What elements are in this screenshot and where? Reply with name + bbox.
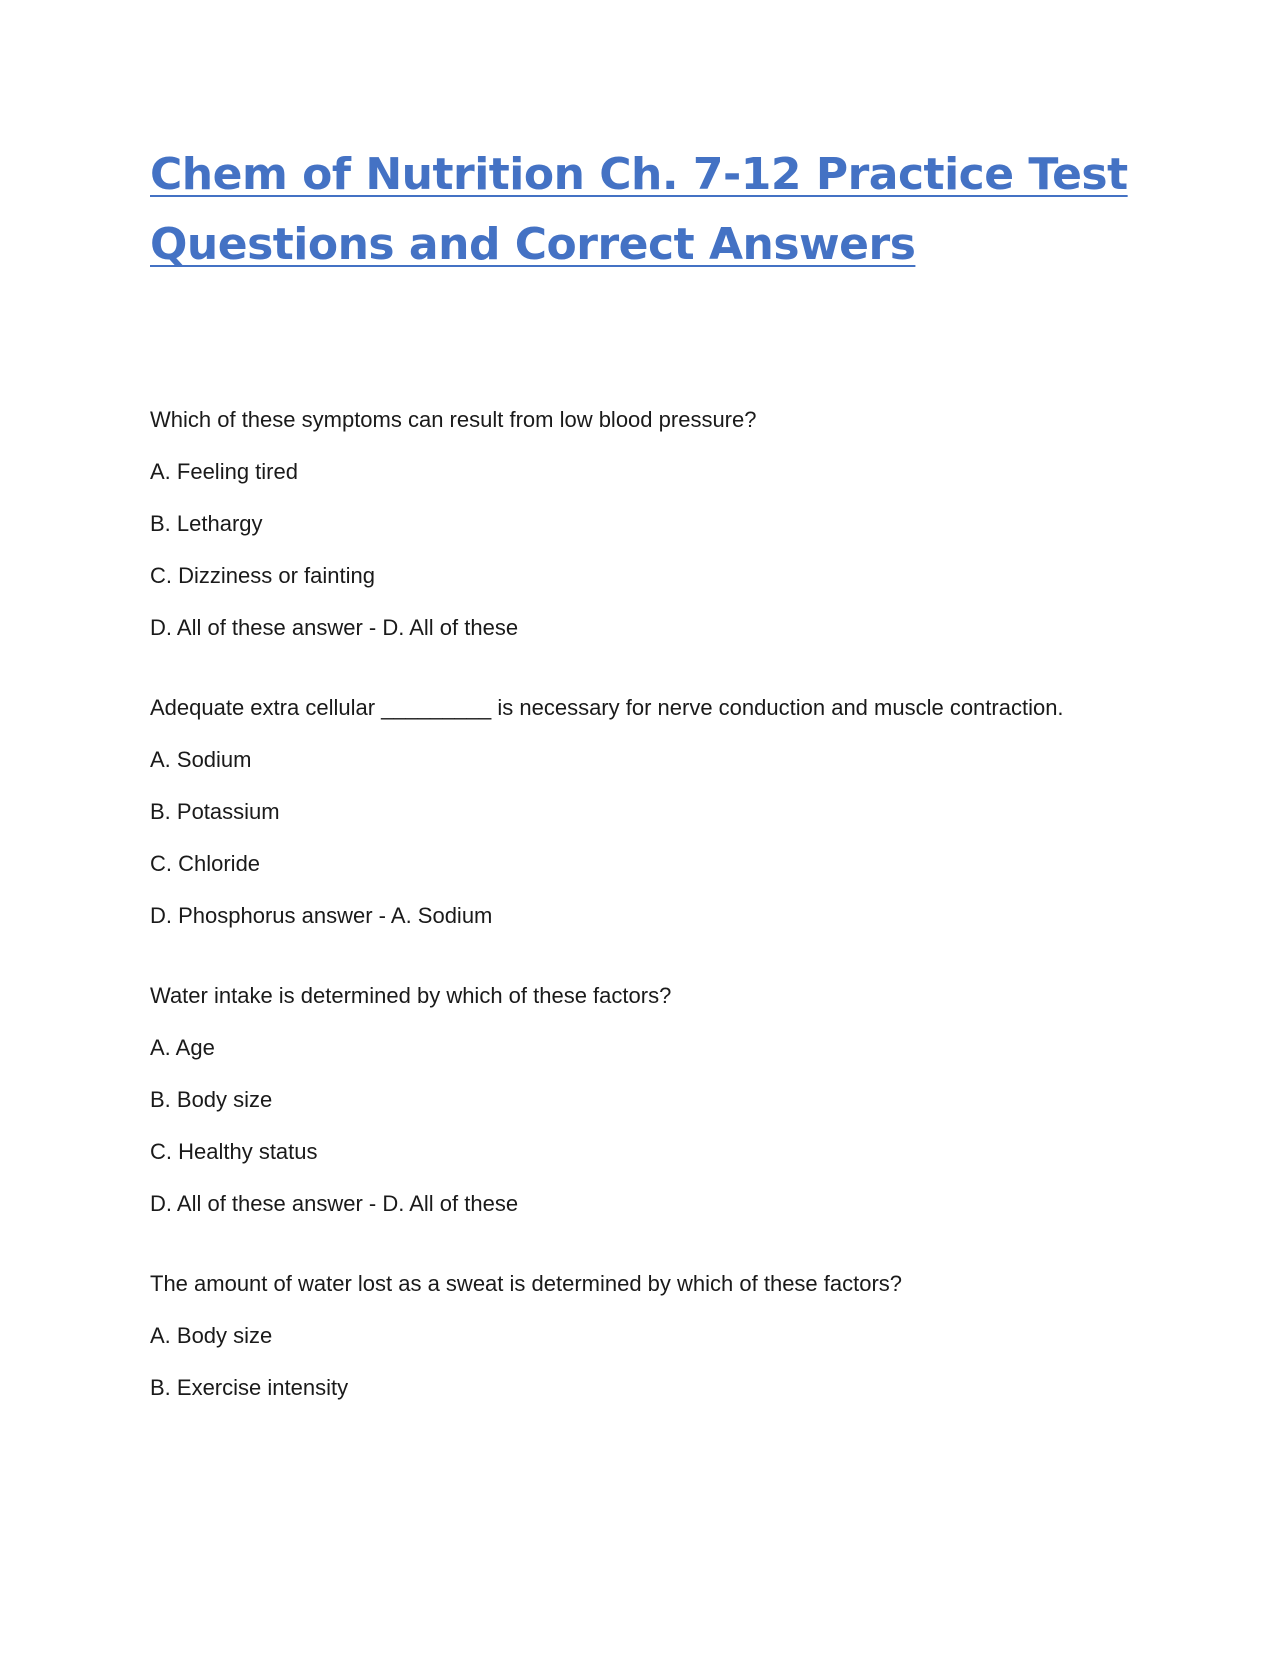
question-text: Adequate extra cellular _________ is necessary for nerve conduction and muscle contraction. (150, 695, 1064, 720)
answer-option: C. Dizziness or fainting (150, 563, 375, 588)
answer-option-with-answer: D. All of these answer - D. All of these (150, 1191, 519, 1216)
answer-option: B. Lethargy (150, 511, 263, 536)
title-line-1: Chem of Nutrition Ch. 7-12 Practice Test (150, 149, 1128, 200)
question-block-2 (150, 694, 1150, 930)
answer-option-with-answer: D. Phosphorus answer - A. Sodium (150, 903, 493, 928)
answer-option: C. Healthy status (150, 1139, 318, 1164)
answer-option: C. Chloride (150, 851, 261, 876)
answer-option: A. Age (150, 1035, 215, 1060)
question-list (150, 406, 1150, 1402)
answer-option: B. Body size (150, 1087, 273, 1112)
question-text: Which of these symptoms can result from low blood pressure? (150, 407, 757, 432)
answer-option: B. Exercise intensity (150, 1375, 349, 1400)
question-block-1 (150, 406, 1150, 642)
answer-option-with-answer: D. All of these answer - D. All of these (150, 615, 519, 640)
answer-option: A. Body size (150, 1323, 273, 1348)
question-block-3 (150, 982, 1150, 1218)
answer-option: A. Sodium (150, 747, 252, 772)
question-block-4 (150, 1270, 1150, 1402)
question-text: Water intake is determined by which of these factors? (150, 983, 672, 1008)
answer-option: B. Potassium (150, 799, 280, 824)
answer-option: A. Feeling tired (150, 459, 298, 484)
question-text: The amount of water lost as a sweat is determined by which of these factors? (150, 1271, 903, 1296)
title-line-2: Questions and Correct Answers (150, 219, 916, 270)
document-page (150, 140, 1150, 1454)
document-title[interactable] (150, 140, 1150, 280)
